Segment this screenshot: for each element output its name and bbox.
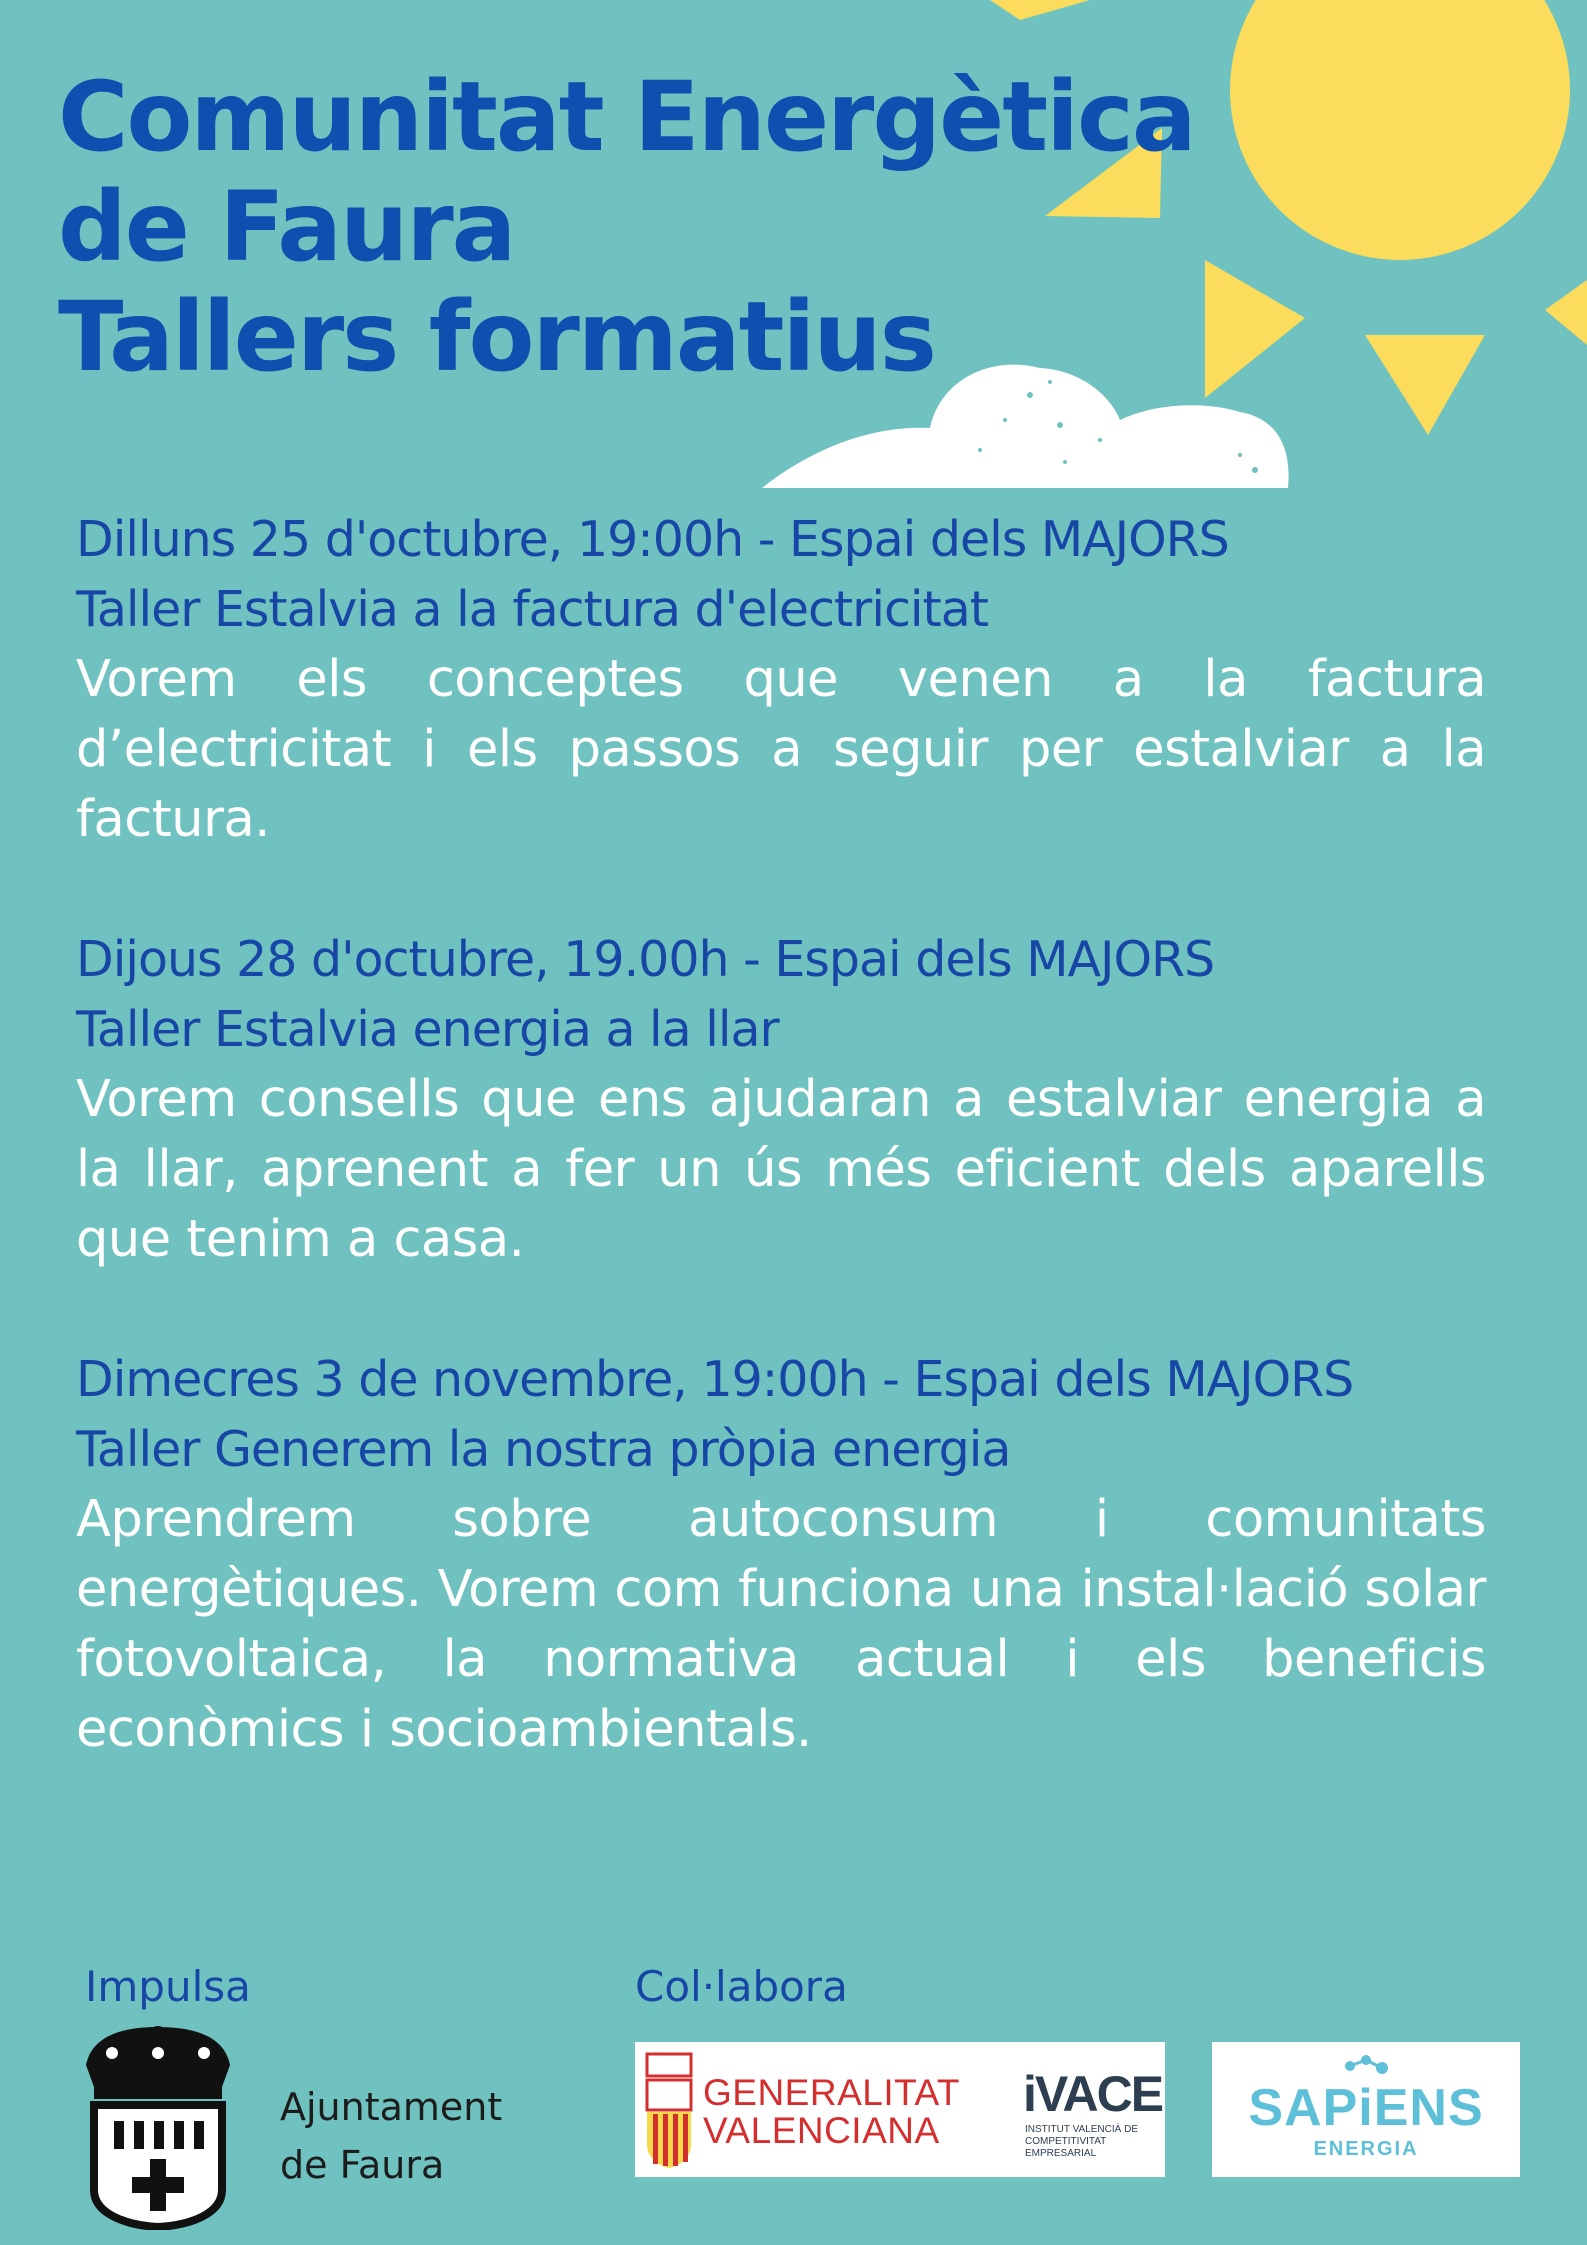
- event-description: Aprendrem sobre autoconsum i comunitats energètiques. Vorem com funciona una instal·lació solar fotovoltaica, la normativa actual i els beneficis econòmics i socioambientals.: [76, 1490, 1486, 1759]
- impulsa-label: Impulsa: [85, 1962, 251, 2011]
- event-3: [76, 1345, 1486, 1765]
- ivace-subtitle: INSTITUT VALENCIÀ DE COMPETITIVITAT EMPRESARIAL: [1025, 2124, 1138, 2159]
- event-workshop: Taller Estalvia energia a la llar: [76, 1001, 779, 1058]
- generalitat-name: [703, 2074, 960, 2150]
- generalitat-emblem-icon: [643, 2050, 695, 2170]
- sapiens-logo: [1212, 2042, 1520, 2177]
- event-workshop: Taller Generem la nostra pròpia energia: [76, 1421, 1011, 1478]
- event-2: [76, 925, 1486, 1275]
- page-title: [58, 62, 1195, 392]
- sapiens-subtitle: ENERGIA: [1313, 2138, 1419, 2160]
- sapiens-name: SAPiENS: [1248, 2079, 1484, 2137]
- title-line-1: Comunitat Energètica: [58, 61, 1195, 173]
- ajuntament-name: [280, 2078, 502, 2194]
- ivace-name: iVACE: [1023, 2066, 1163, 2122]
- generalitat-ivace-logo: [635, 2042, 1165, 2177]
- ajuntament-line-2: de Faura: [280, 2143, 445, 2187]
- event-heading: Dijous 28 d'octubre, 19.00h - Espai dels MAJORS: [76, 931, 1215, 988]
- generalitat-line-2: VALENCIANA: [703, 2110, 940, 2151]
- collabora-label: Col·labora: [635, 1962, 848, 2011]
- title-line-2: de Faura: [58, 171, 515, 283]
- generalitat-line-1: GENERALITAT: [703, 2072, 961, 2113]
- event-workshop: Taller Estalvia a la factura d'electricitat: [76, 581, 988, 638]
- ajuntament-line-1: Ajuntament: [280, 2085, 503, 2129]
- event-description: Vorem consells que ens ajudaran a estalviar energia a la llar, aprenent a fer un ús més eficient dels aparells que tenim a casa.: [76, 1070, 1486, 1269]
- coat-of-arms-icon: [72, 2025, 244, 2230]
- event-1: [76, 505, 1486, 855]
- title-line-3: Tallers formatius: [58, 281, 935, 393]
- event-heading: Dimecres 3 de novembre, 19:00h - Espai dels MAJORS: [76, 1351, 1354, 1408]
- event-description: Vorem els conceptes que venen a la factura d’electricitat i els passos a seguir per estalviar a la factura.: [76, 650, 1486, 849]
- event-heading: Dilluns 25 d'octubre, 19:00h - Espai dels MAJORS: [76, 511, 1229, 568]
